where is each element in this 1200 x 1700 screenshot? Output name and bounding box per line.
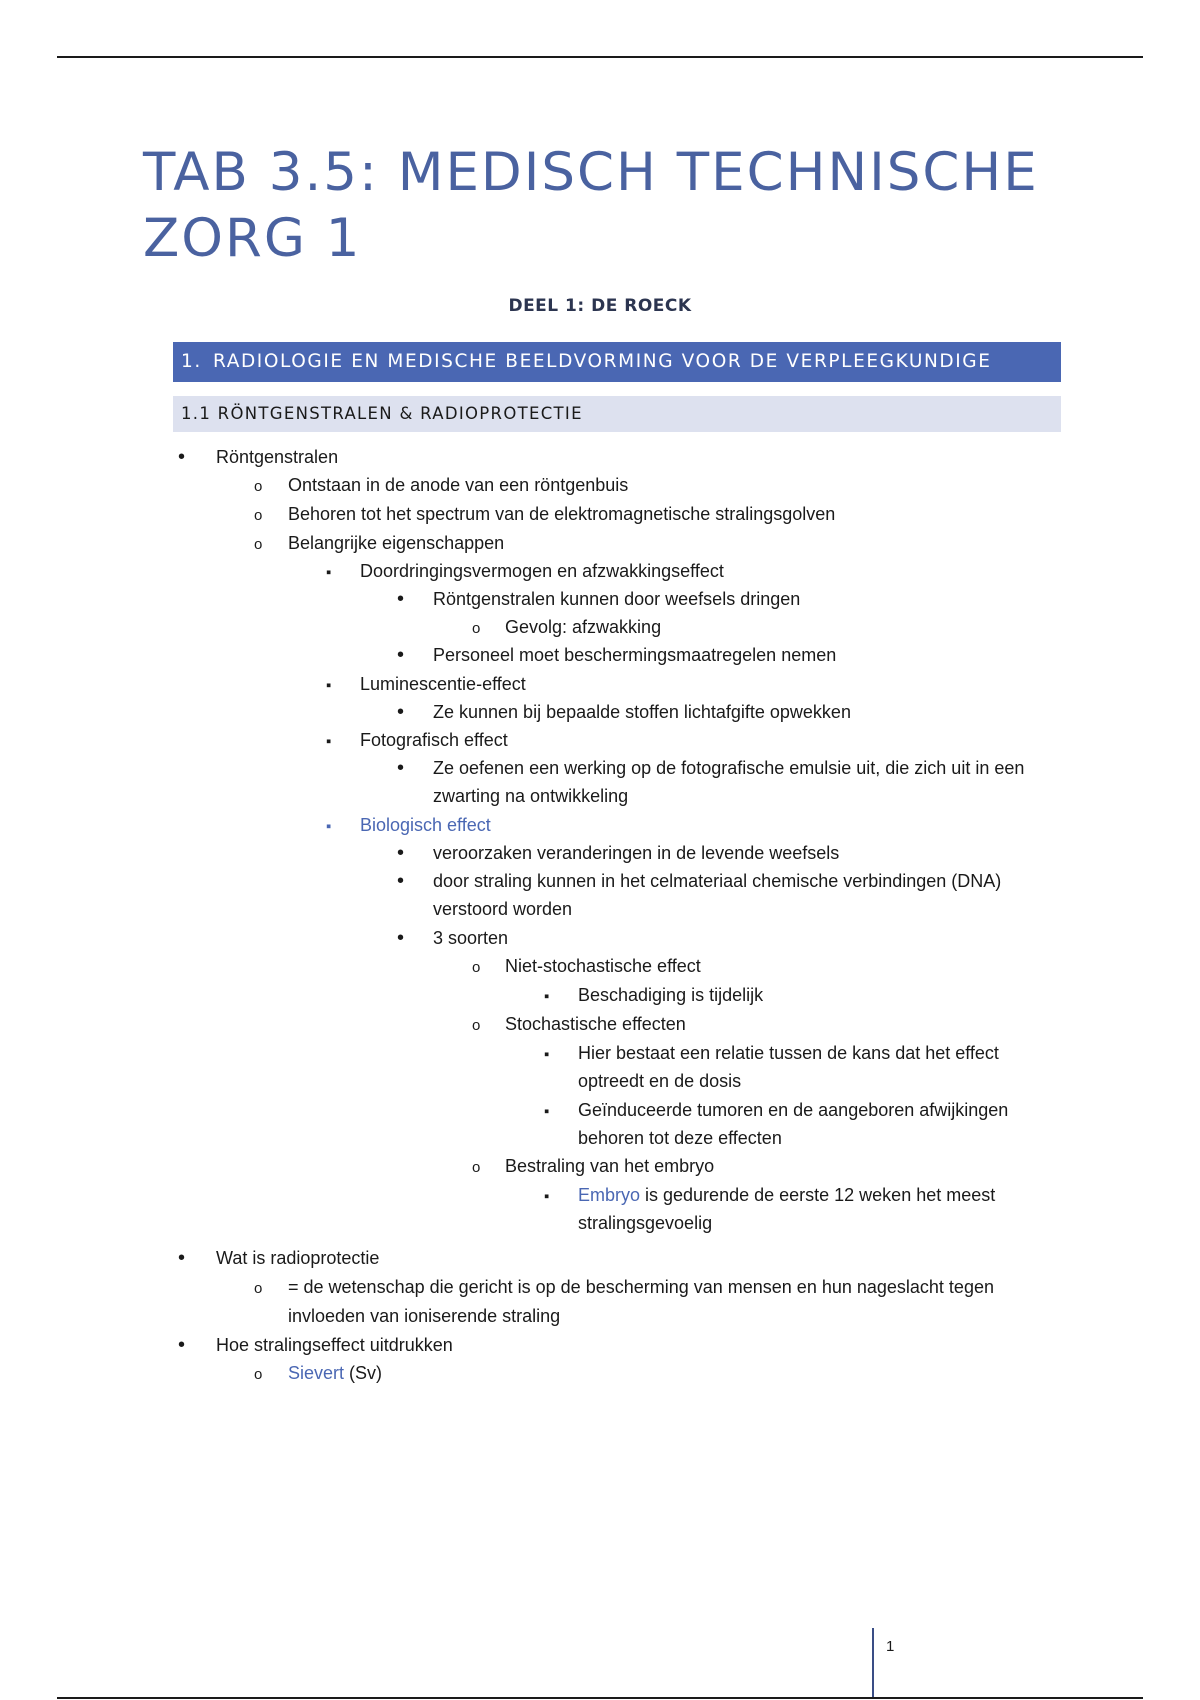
bullet-icon	[397, 698, 404, 726]
list-item: Personeel moet beschermingsmaatregelen nemen	[433, 645, 837, 665]
list-item: Gevolg: afzwakking	[505, 617, 662, 637]
square-bullet-icon	[326, 811, 331, 841]
list-item: Wat is radioprotectie	[216, 1248, 380, 1268]
bullet-icon	[397, 585, 404, 613]
square-bullet-icon	[544, 1039, 549, 1069]
square-bullet-icon	[544, 1096, 549, 1126]
list-item	[578, 1181, 995, 1209]
circle-bullet-icon	[472, 613, 480, 643]
circle-bullet-icon	[472, 1152, 480, 1182]
list-item: door straling kunnen in het celmateriaal chemische verbindingen (DNA)	[433, 871, 1002, 891]
list-item: Geïnduceerde tumoren en de aangeboren afwijkingen	[578, 1100, 1009, 1120]
circle-bullet-icon	[254, 529, 262, 559]
list-item: = de wetenschap die gericht is op de bescherming van mensen en hun nageslacht tegen	[288, 1277, 994, 1297]
bullet-icon	[397, 924, 404, 952]
bullet-icon	[397, 839, 404, 867]
list-item: Bestraling van het embryo	[505, 1156, 715, 1176]
page-number: 1	[886, 1638, 895, 1655]
footer-rule	[57, 1697, 1143, 1699]
list-item: Hoe stralingseffect uitdrukken	[216, 1335, 453, 1355]
list-item: Röntgenstralen	[216, 447, 339, 467]
section-heading-2: 1.1 RÖNTGENSTRALEN & RADIOPROTECTIE	[173, 396, 1061, 432]
bullet-icon	[397, 641, 404, 669]
list-item-text: (Sv)	[344, 1363, 383, 1383]
list-item-text: is gedurende de eerste 12 weken het meest	[640, 1185, 996, 1205]
list-item: Belangrijke eigenschappen	[288, 533, 505, 553]
list-item-continuation: zwarting na ontwikkeling	[433, 786, 629, 806]
list-item: Behoren tot het spectrum van de elektromagnetische stralingsgolven	[288, 504, 836, 524]
document-subtitle: DEEL 1: DE ROECK	[508, 296, 692, 316]
square-bullet-icon	[326, 557, 331, 587]
square-bullet-icon	[326, 670, 331, 700]
list-item: Ontstaan in de anode van een röntgenbuis	[288, 475, 629, 495]
bullet-icon	[178, 443, 185, 471]
list-item: Luminescentie-effect	[360, 674, 526, 694]
highlighted-term: Sievert	[288, 1363, 345, 1383]
section-heading-text: RADIOLOGIE EN MEDISCHE BEELDVORMING VOOR DE VERPLEEGKUNDIGE	[213, 351, 992, 372]
list-item: veroorzaken veranderingen in de levende weefsels	[433, 843, 840, 863]
list-item: Fotografisch effect	[360, 730, 508, 750]
bullet-icon	[178, 1244, 185, 1272]
list-item: Doordringingsvermogen en afzwakkingseffect	[360, 561, 724, 581]
square-bullet-icon	[326, 726, 331, 756]
square-bullet-icon	[544, 1181, 549, 1211]
list-item: Beschadiging is tijdelijk	[578, 985, 764, 1005]
list-item-highlighted: Biologisch effect	[360, 815, 491, 835]
section-number: 1.	[181, 351, 202, 372]
bullet-icon	[397, 867, 404, 895]
highlighted-term: Embryo	[578, 1185, 641, 1205]
list-item: Ze oefenen een werking op de fotografische emulsie uit, die zich uit in een	[433, 758, 1025, 778]
list-item: Hier bestaat een relatie tussen de kans dat het effect	[578, 1043, 999, 1063]
list-item	[288, 1359, 382, 1387]
list-item-continuation: verstoord worden	[433, 899, 573, 919]
section-heading-1	[173, 342, 1061, 382]
circle-bullet-icon	[254, 471, 262, 501]
list-item-continuation: optreedt en de dosis	[578, 1071, 742, 1091]
header-rule	[57, 56, 1143, 58]
list-item: Stochastische effecten	[505, 1014, 686, 1034]
square-bullet-icon	[544, 981, 549, 1011]
list-item: 3 soorten	[433, 928, 509, 948]
circle-bullet-icon	[254, 500, 262, 530]
list-item: Röntgenstralen kunnen door weefsels dringen	[433, 589, 801, 609]
circle-bullet-icon	[254, 1273, 262, 1303]
list-item-continuation: invloeden van ioniserende straling	[288, 1306, 561, 1326]
circle-bullet-icon	[254, 1359, 262, 1389]
list-item-continuation: stralingsgevoelig	[578, 1213, 713, 1233]
footer-divider	[872, 1628, 874, 1698]
bullet-icon	[178, 1331, 185, 1359]
circle-bullet-icon	[472, 952, 480, 982]
list-item-continuation: behoren tot deze effecten	[578, 1128, 782, 1148]
list-item: Ze kunnen bij bepaalde stoffen lichtafgifte opwekken	[433, 702, 851, 722]
bullet-icon	[397, 754, 404, 782]
list-item: Niet-stochastische effect	[505, 956, 701, 976]
circle-bullet-icon	[472, 1010, 480, 1040]
document-title: TAB 3.5: MEDISCH TECHNISCHE ZORG 1	[143, 142, 1039, 269]
